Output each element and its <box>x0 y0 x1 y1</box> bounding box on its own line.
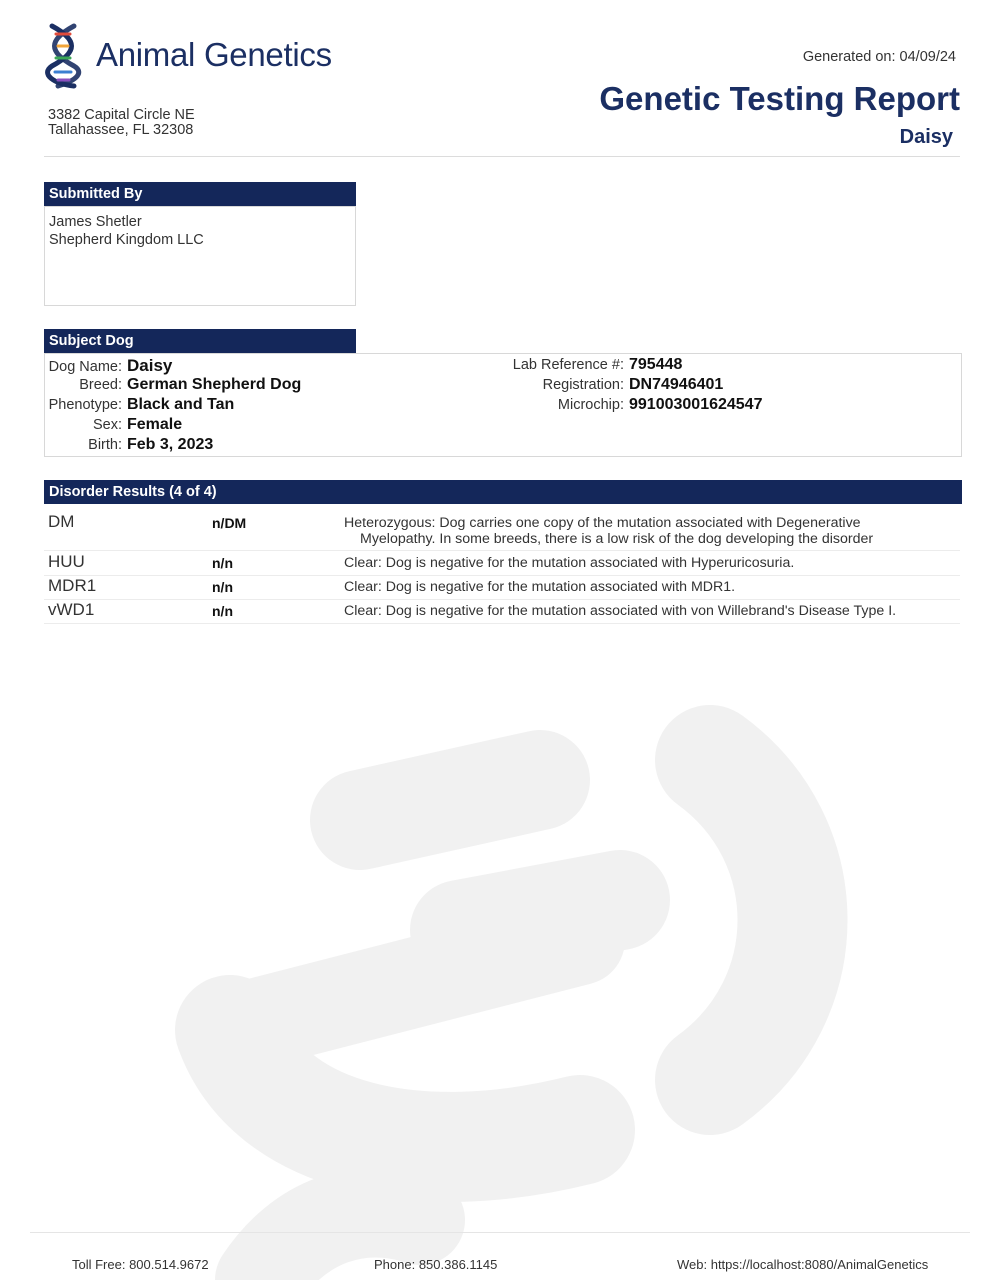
field-dog-name <box>44 356 301 376</box>
report-title: Genetic Testing Report <box>599 80 960 117</box>
disorder-row-dm <box>44 510 960 551</box>
disorder-genotype: n/n <box>212 603 233 619</box>
address-line-2: Tallahassee, FL 32308 <box>48 122 194 138</box>
footer-toll-free: Toll Free: 800.514.9672 <box>72 1257 209 1272</box>
brand-name: Animal Genetics <box>96 36 332 73</box>
footer-web-link[interactable]: Web: https://localhost:8080/AnimalGenetics <box>677 1257 929 1272</box>
value-microchip: 991003001624547 <box>629 396 763 413</box>
value-birth: Feb 3, 2023 <box>127 436 214 453</box>
field-sex <box>44 416 301 436</box>
disorder-name: DM <box>48 512 75 531</box>
header-divider <box>44 156 960 157</box>
submitter-organization: Shepherd Kingdom LLC <box>49 232 204 248</box>
disorder-name: vWD1 <box>48 600 95 619</box>
value-breed: German Shepherd Dog <box>127 376 302 393</box>
field-breed <box>44 376 301 396</box>
label-lab-reference: Lab Reference #: <box>512 357 624 373</box>
label-sex: Sex: <box>92 417 122 433</box>
disorder-description <box>344 515 873 547</box>
subject-dog-header: Subject Dog <box>44 329 356 353</box>
label-phenotype: Phenotype: <box>48 397 122 413</box>
label-registration: Registration: <box>542 377 624 393</box>
label-dog-name: Dog Name: <box>48 359 122 375</box>
disorder-description: Clear: Dog is negative for the mutation associated with Hyperuricosuria. <box>344 555 795 571</box>
field-registration <box>444 376 762 396</box>
field-birth <box>44 436 301 456</box>
value-lab-reference: 795448 <box>629 356 683 373</box>
disorder-results-header: Disorder Results (4 of 4) <box>44 480 962 504</box>
submitter-name: James Shetler <box>49 214 142 230</box>
submitted-by-box <box>44 206 356 306</box>
label-breed: Breed: <box>79 377 122 393</box>
disorder-description-line-2: Myelopathy. In some breeds, there is a low risk of the dog developing the disorder <box>360 531 874 547</box>
subject-dog-left-fields <box>44 356 301 456</box>
disorder-row-huu <box>44 551 960 576</box>
report-dog-name: Daisy <box>899 126 953 148</box>
disorder-description-line-1: Heterozygous: Dog carries one copy of the mutation associated with Degenerative <box>344 515 861 531</box>
value-phenotype: Black and Tan <box>127 396 235 413</box>
dna-watermark-icon <box>60 700 940 1280</box>
label-microchip: Microchip: <box>557 397 624 413</box>
footer-phone: Phone: 850.386.1145 <box>374 1257 498 1272</box>
disorder-description: Clear: Dog is negative for the mutation associated with MDR1. <box>344 579 736 595</box>
address-line-1: 3382 Capital Circle NE <box>48 107 195 123</box>
value-registration: DN74946401 <box>629 376 724 393</box>
disorder-name: MDR1 <box>48 576 97 595</box>
disorder-row-vwd1 <box>44 599 960 624</box>
dna-helix-icon <box>44 22 84 90</box>
disorder-genotype: n/n <box>212 579 233 595</box>
field-phenotype <box>44 396 301 416</box>
field-microchip <box>444 396 762 416</box>
label-birth: Birth: <box>88 437 122 453</box>
generated-date: Generated on: 04/09/24 <box>802 49 956 65</box>
disorder-description: Clear: Dog is negative for the mutation associated with von Willebrand's Disease Type I. <box>344 603 897 619</box>
subject-dog-right-fields <box>444 356 762 416</box>
footer-divider <box>30 1232 970 1233</box>
field-lab-reference <box>444 356 762 376</box>
disorder-genotype: n/DM <box>212 515 247 531</box>
disorder-row-mdr1 <box>44 575 960 600</box>
submitted-by-header: Submitted By <box>44 182 356 206</box>
value-dog-name: Daisy <box>127 356 173 375</box>
disorder-name: HUU <box>48 552 85 571</box>
value-sex: Female <box>127 416 183 433</box>
disorder-genotype: n/n <box>212 555 233 571</box>
